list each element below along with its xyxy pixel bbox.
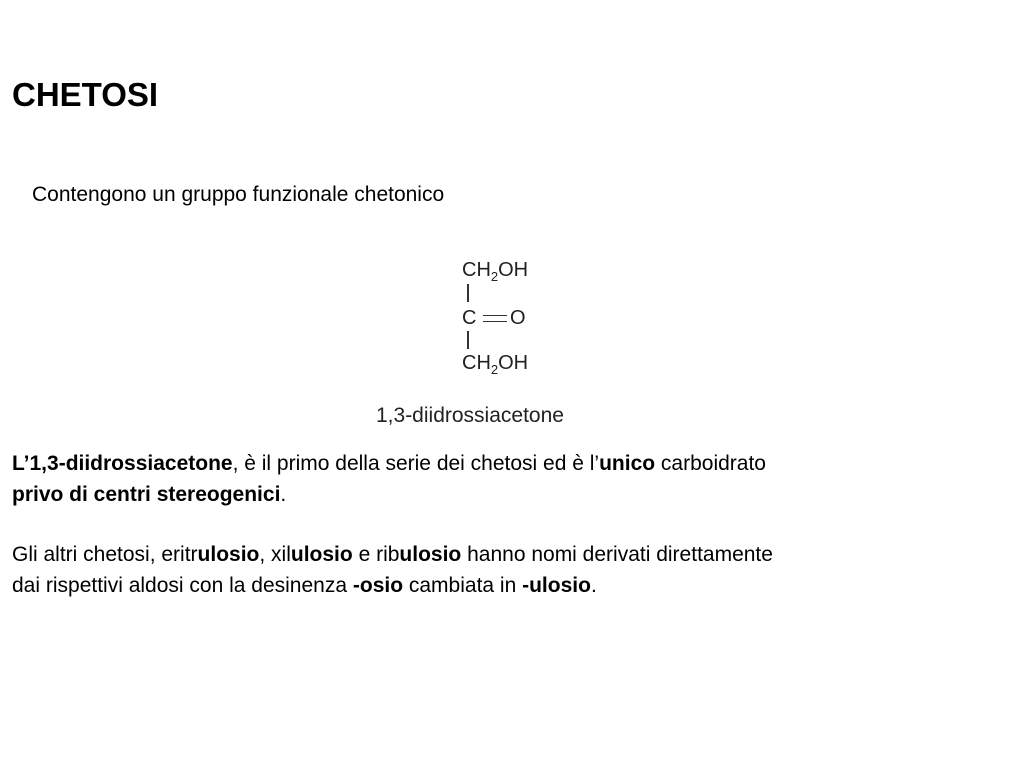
top-oh-text: OH [498,259,529,281]
carbonyl-oxygen: O [510,307,526,329]
bottom-single-bond [467,331,469,349]
carbonyl-double-bond [483,315,507,322]
para2-text-3: e rib [352,543,400,566]
carbonyl-carbon: C [462,307,477,329]
para1-text-2: carboidrato [655,452,766,475]
para2-text-7: . [590,574,597,597]
para2-text-5: dai rispettivi aldosi con la desinenza [12,574,353,597]
bottom-ch2oh-group [462,352,529,377]
top-ch-text: CH [462,259,491,281]
compound-name-caption: 1,3-diidrossiacetone [376,404,564,427]
bottom-ch-text: CH [462,352,491,374]
para2-text-4: hanno nomi derivati direttamente [461,543,773,566]
bottom-oh-text: OH [498,352,529,374]
term-dihydroxyacetone: L’1,3-diidrossiacetone [12,452,233,475]
para2-text-6: cambiata in [403,574,523,597]
bottom-subscript: 2 [490,362,499,377]
term-ulosio: -ulosio [522,574,591,597]
term-osio: -osio [352,574,404,597]
top-single-bond [467,284,469,302]
term-unico: unico [599,452,656,475]
slide-subtitle: Contengono un gruppo funzionale chetonico [32,183,445,206]
paragraph-dihydroxyacetone [12,448,1012,510]
para1-text-3: . [280,483,287,506]
slide-title: CHETOSI [12,76,159,113]
top-ch2oh-group [462,259,529,284]
para2-text-2: , xil [259,543,291,566]
term-privo-centri: privo di centri stereogenici [12,483,281,506]
para2-text-1: Gli altri chetosi, eritr [12,543,198,566]
suffix-ulosio-3: ulosio [399,543,462,566]
dihydroxyacetone-structure [462,255,632,385]
para1-text-1: , è il primo della serie dei chetosi ed è l’ [232,452,600,475]
suffix-ulosio-1: ulosio [197,543,260,566]
paragraph-other-ketoses [12,539,1012,601]
top-subscript: 2 [490,269,499,284]
suffix-ulosio-2: ulosio [290,543,353,566]
